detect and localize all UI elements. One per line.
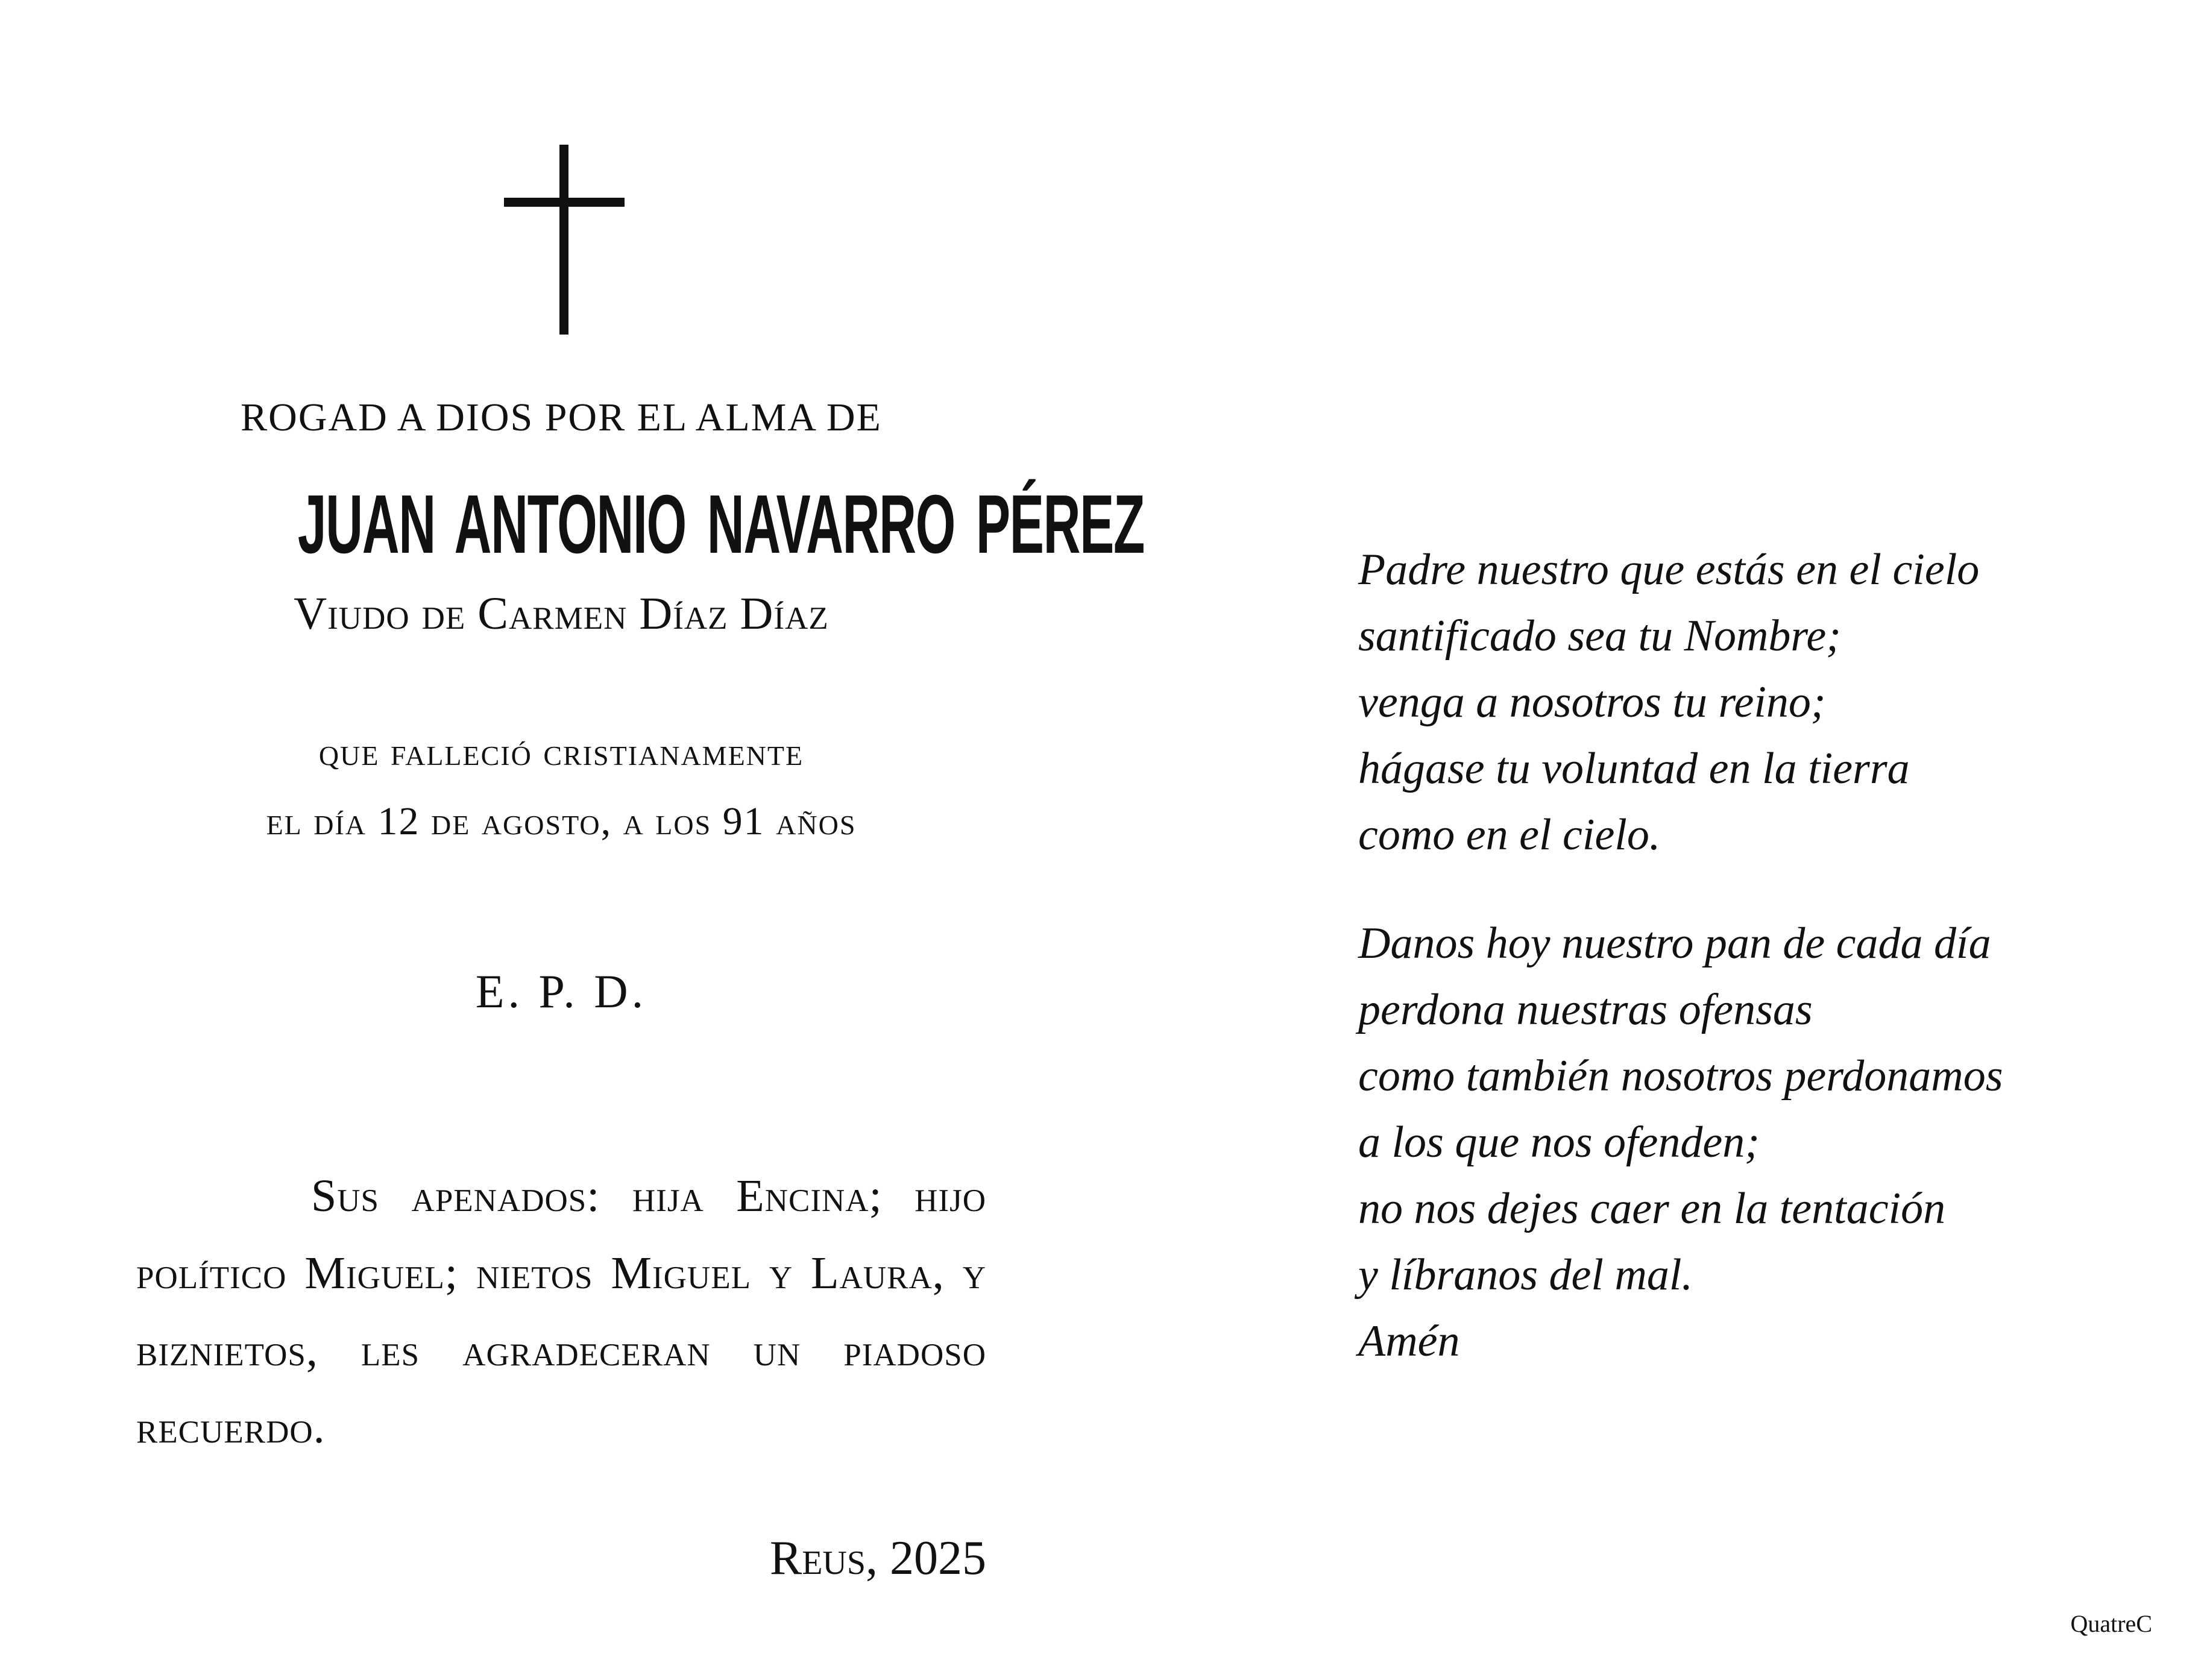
cross-icon: [504, 145, 625, 338]
death-line-1: que falleció cristianamente: [318, 730, 804, 774]
printer-mark: QuatreC: [2070, 1610, 2152, 1637]
prayer-line: como en el cielo.: [1358, 810, 1661, 860]
left-panel: [136, 0, 1145, 1680]
lords-prayer: [1358, 536, 2142, 1417]
prayer-line: Danos hoy nuestro pan de cada día: [1358, 919, 1991, 968]
place-year: Reus, 2025: [769, 1532, 986, 1585]
prayer-line: a los que nos ofenden;: [1358, 1118, 1760, 1167]
cross-vertical-bar: [559, 145, 568, 335]
prayer-line: venga a nosotros tu reino;: [1358, 678, 1826, 727]
prayer-line: Padre nuestro que estás en el cielo: [1358, 545, 1980, 594]
prayer-line: no nos dejes caer en la tentación: [1358, 1184, 1946, 1233]
prayer-line: perdona nuestras ofensas: [1358, 985, 1813, 1034]
rip-text: E. P. D.: [475, 965, 647, 1018]
death-line-2: el día 12 de agosto, a los 91 años: [266, 799, 857, 843]
prayer-line: y líbranos del mal.: [1358, 1250, 1693, 1300]
prayer-line: Amén: [1358, 1317, 1460, 1366]
prayer-line: hágase tu voluntad en la tierra: [1358, 744, 1910, 793]
family-paragraph: Sus apenados: hija Encina; hijo político Miguel; nietos Miguel y Laura, y biznietos, les agradeceran un piadoso recuerdo.: [136, 1171, 986, 1453]
prayer-line: santificado sea tu Nombre;: [1358, 611, 1841, 661]
prayer-stanza-2: [1358, 910, 2142, 1374]
prayer-stanza-1: [1358, 536, 2142, 868]
intro-text: ROGAD A DIOS POR EL ALMA DE: [241, 395, 882, 439]
deceased-name: JUAN ANTONIO NAVARRO PÉREZ: [297, 478, 1145, 571]
spouse-line: Viudo de Carmen Díaz Díaz: [294, 588, 829, 639]
prayer-line: como también nosotros perdonamos: [1358, 1051, 2003, 1101]
cross-horizontal-bar: [504, 198, 625, 207]
